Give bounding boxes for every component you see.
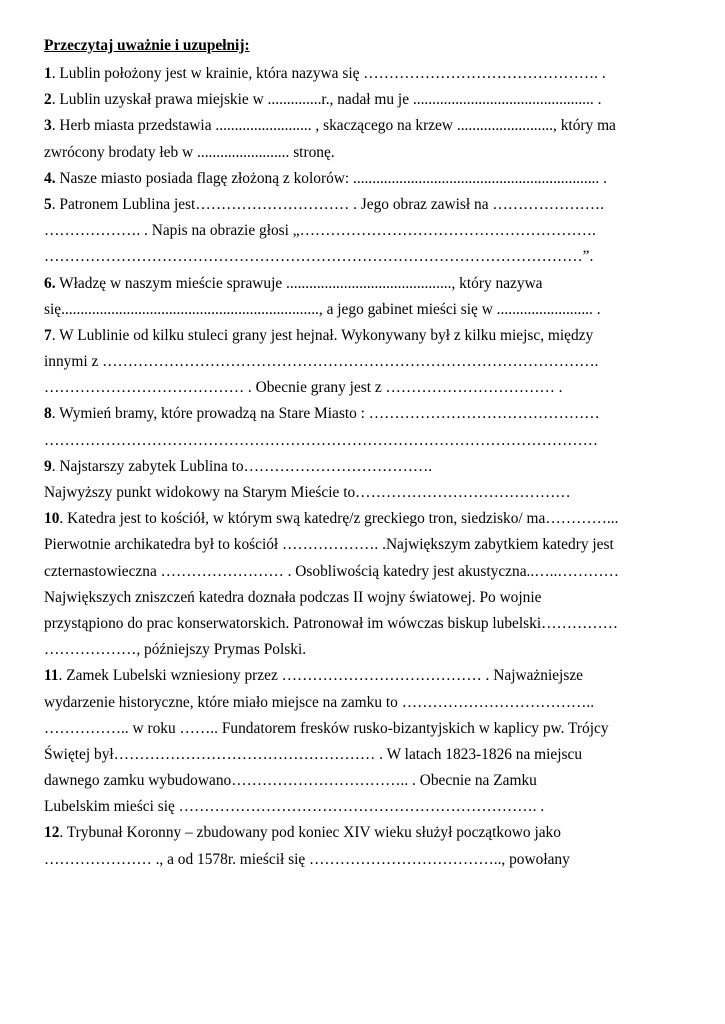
- question-number: 10: [44, 510, 60, 528]
- question-number: 12: [44, 824, 60, 842]
- question-text: Świętej był…………………………………………… . W latach 1823-1826 na miejscu: [44, 745, 583, 763]
- question-text: innymi z …………………………………………………………………………………….: [44, 353, 599, 371]
- question-text: ……………………………………………………………………………………………”.: [44, 248, 594, 266]
- question-text: . Herb miasta przedstawia ......................... , skaczącego na krzew ........................., który ma: [51, 117, 616, 135]
- question-number: 9: [44, 457, 52, 475]
- question-text: . Wymień bramy, które prowadzą na Stare Miasto : ………………………………………: [51, 405, 600, 423]
- text-line: [44, 218, 681, 244]
- text-line: [44, 297, 681, 323]
- question-number: 2: [44, 91, 52, 109]
- text-line: [44, 140, 681, 166]
- question-text: ………………………………………………………………………………………………: [44, 431, 599, 449]
- question-number: 11: [44, 667, 59, 685]
- question-text: zwrócony brodaty łeb w ........................ stronę.: [44, 143, 335, 161]
- text-line: [44, 323, 681, 349]
- text-line: [44, 192, 681, 218]
- text-line: [44, 794, 681, 820]
- question-text: Lubelskim mieści się ……………………………………………………………. .: [44, 798, 545, 816]
- question-text: czternastowieczna …………………… . Osobliwością katedry jest akustyczna..…..…………: [44, 562, 619, 580]
- text-line: [44, 349, 681, 375]
- question-text: wydarzenie historyczne, które miało miejsce na zamku to ………………………………..: [44, 693, 595, 711]
- question-text: . Lublin uzyskał prawa miejskie w ..............r., nadał mu je ............................................... .: [51, 91, 602, 109]
- text-line: [44, 166, 681, 192]
- worksheet-lines: [44, 61, 681, 873]
- question-text: . Lublin położony jest w krainie, która nazywa się ………………………………………. .: [51, 65, 606, 82]
- question-text: . Najstarszy zabytek Lublina to……………………………….: [51, 457, 433, 475]
- question-text: dawnego zamku wybudowano…………………………….. . Obecnie na Zamku: [44, 772, 537, 790]
- question-text: . Patronem Lublina jest………………………… . Jego obraz zawisł na ………………….: [51, 195, 604, 213]
- text-line: [44, 585, 681, 611]
- text-line: [44, 454, 681, 480]
- text-line: [44, 559, 681, 585]
- text-line: [44, 532, 681, 558]
- question-text: . Trybunał Koronny – zbudowany pod koniec XIV wieku służył początkowo jako: [59, 824, 561, 842]
- text-line: [44, 87, 681, 113]
- question-text: Pierwotnie archikatedra był to kościół ………………. .Największym zabytkiem katedry jest: [44, 536, 614, 554]
- question-text: Największych zniszczeń katedra doznała podczas II wojny światowej. Po wojnie: [44, 588, 542, 606]
- question-text: ………………, późniejszy Prymas Polski.: [44, 641, 307, 659]
- text-line: [44, 244, 681, 270]
- question-text: się..................................................................., a jego gabinet mieści się w ......................... .: [44, 300, 601, 318]
- question-number: 3: [44, 117, 52, 135]
- text-line: [44, 820, 681, 846]
- text-line: [44, 113, 681, 139]
- text-line: [44, 663, 681, 689]
- text-line: [44, 716, 681, 742]
- text-line: [44, 375, 681, 401]
- text-line: [44, 401, 681, 427]
- question-number: 6.: [44, 274, 56, 292]
- text-line: [44, 61, 681, 87]
- question-text: ………………… ., a od 1578r. mieścił się ……………………………….., powołany: [44, 850, 570, 868]
- question-text: Władzę w naszym mieście sprawuje ..........................................., który nazywa: [55, 274, 543, 292]
- question-text: Najwyższy punkt widokowy na Starym Mieście to……………………………………: [44, 484, 571, 501]
- question-text: przystąpiono do prac konserwatorskich. Patronował im wówczas biskup lubelski……………: [44, 614, 619, 632]
- text-line: [44, 742, 681, 768]
- question-text: . Katedra jest to kościół, w którym swą katedrę/z greckiego tron, siedzisko/ ma…………...: [59, 510, 619, 528]
- text-line: [44, 428, 681, 454]
- text-line: [44, 611, 681, 637]
- question-number: 1: [44, 65, 52, 82]
- question-text: ………………………………… . Obecnie grany jest z …………………………… .: [44, 379, 563, 397]
- text-line: [44, 768, 681, 794]
- question-text: Nasze miasto posiada flagę złożoną z kolorów: ................................................................ .: [55, 169, 607, 187]
- text-line: [44, 480, 681, 506]
- text-line: [44, 271, 681, 297]
- worksheet-title: Przeczytaj uważnie i uzupełnij:: [44, 37, 250, 54]
- text-line: [44, 847, 681, 873]
- question-number: 8: [44, 405, 52, 423]
- question-text: ………………. . Napis na obrazie głosi „………………………………………………….: [44, 222, 596, 240]
- text-line: [44, 506, 681, 532]
- question-number: 7: [44, 326, 52, 344]
- question-text: . Zamek Lubelski wzniesiony przez ………………………………… . Najważniejsze: [58, 667, 583, 685]
- question-text: . W Lublinie od kilku stuleci grany jest hejnał. Wykonywany był z kilku miejsc, między: [51, 326, 594, 344]
- question-number: 4.: [44, 169, 56, 187]
- question-number: 5: [44, 195, 52, 213]
- text-line: [44, 637, 681, 663]
- text-line: [44, 690, 681, 716]
- question-text: …………….. w roku …….. Fundatorem fresków rusko-bizantyjskich w kaplicy pw. Trójcy: [44, 719, 609, 737]
